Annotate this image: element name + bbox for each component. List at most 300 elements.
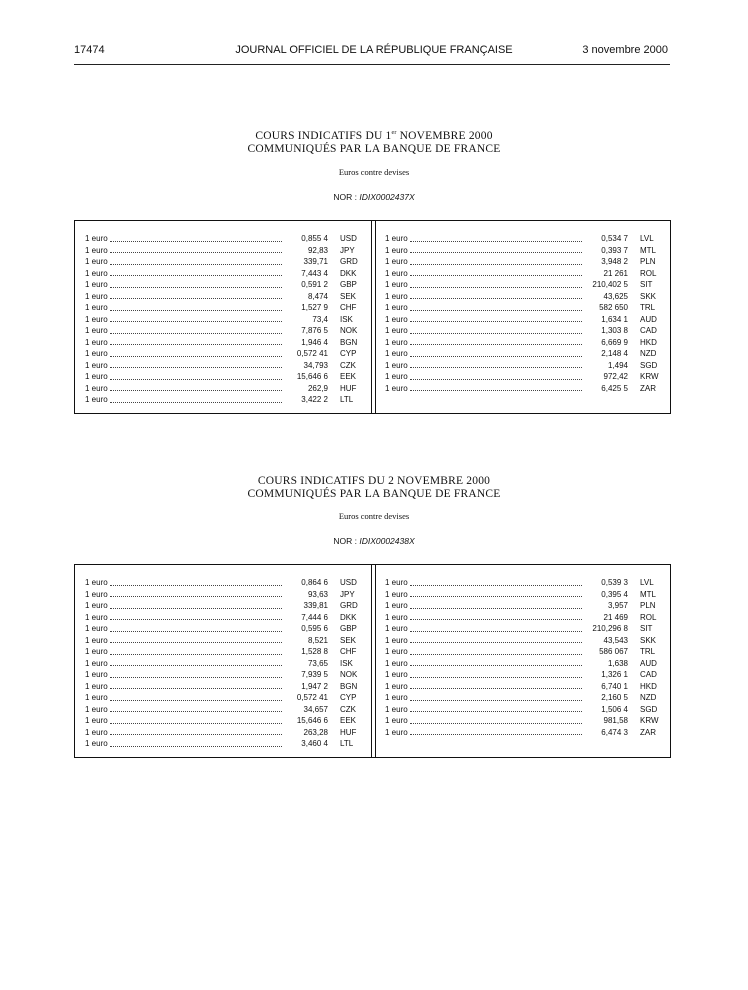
leader-dots — [410, 275, 582, 276]
currency-code: ISK — [340, 314, 353, 324]
currency-code: ZAR — [640, 727, 656, 737]
rate-value: 0,591 2 — [301, 280, 328, 289]
currency-code: SGD — [640, 360, 658, 370]
rate-row — [385, 612, 661, 624]
rate-label: 1 euro — [385, 612, 408, 622]
currency-code: SKK — [640, 291, 657, 301]
rate-value: 34,657 — [303, 704, 328, 714]
rate-value: 7,444 6 — [301, 612, 328, 622]
leader-dots — [410, 321, 582, 322]
leader-dots — [110, 631, 282, 632]
journal-title: JOURNAL OFFICIEL DE LA RÉPUBLIQUE FRANÇAISE — [235, 44, 513, 56]
rate-value: 0,595 6 — [301, 624, 328, 633]
rate-label: 1 euro — [85, 716, 108, 725]
section-1-nor-value: IDIX0002437X — [359, 192, 415, 202]
rate-row — [85, 635, 361, 647]
rate-row — [385, 314, 661, 326]
rate-value: 93,63 — [307, 589, 328, 599]
rate-row — [85, 360, 361, 372]
rate-row — [85, 577, 361, 589]
leader-dots — [110, 734, 282, 735]
rate-row — [85, 692, 361, 704]
rate-label: 1 euro — [385, 716, 408, 725]
leader-dots — [110, 241, 282, 242]
leader-dots — [110, 677, 282, 678]
rate-label: 1 euro — [385, 268, 408, 278]
rate-row — [385, 658, 661, 670]
rate-row — [85, 256, 361, 268]
rate-label: 1 euro — [85, 257, 108, 266]
rate-label: 1 euro — [385, 681, 408, 691]
rate-value: 3,422 2 — [301, 395, 328, 404]
currency-code: NOK — [340, 326, 358, 335]
leader-dots — [410, 642, 582, 643]
currency-code: PLN — [640, 601, 656, 610]
rate-label: 1 euro — [385, 314, 408, 324]
currency-code: CYP — [340, 693, 357, 702]
currency-code: DKK — [340, 612, 357, 622]
rate-value: 43,543 — [603, 635, 628, 645]
currency-code: EEK — [340, 372, 357, 381]
leader-dots — [410, 344, 582, 345]
currency-code: AUD — [640, 314, 657, 324]
currency-code: DKK — [340, 268, 357, 278]
section-1-subtitle: Euros contre devises — [338, 167, 410, 177]
currency-code: CAD — [640, 326, 657, 335]
rate-value: 1,528 8 — [301, 647, 328, 656]
rate-value: 1,527 9 — [301, 303, 328, 312]
rate-label: 1 euro — [85, 693, 108, 702]
publication-date: 3 novembre 2000 — [582, 44, 668, 56]
rate-row — [85, 646, 361, 658]
currency-code: SIT — [640, 280, 653, 289]
rate-row — [385, 337, 661, 349]
leader-dots — [110, 264, 282, 265]
rate-label: 1 euro — [385, 727, 408, 737]
rate-label: 1 euro — [385, 693, 408, 702]
leader-dots — [110, 321, 282, 322]
leader-dots — [110, 619, 282, 620]
rate-row — [385, 245, 661, 257]
rate-label: 1 euro — [385, 234, 408, 243]
header-rule — [74, 64, 670, 65]
section-1-nor — [0, 192, 748, 202]
rate-label: 1 euro — [385, 383, 408, 393]
rate-row — [85, 279, 361, 291]
leader-dots — [410, 298, 582, 299]
leader-dots — [110, 596, 282, 597]
rate-label: 1 euro — [85, 383, 108, 393]
section-1-title-post: NOVEMBRE 2000 — [396, 130, 493, 142]
rate-value: 0,572 41 — [296, 693, 328, 702]
section-1-right-column — [385, 233, 661, 394]
rate-value: 3,460 4 — [301, 739, 328, 748]
currency-code: HUF — [340, 383, 357, 393]
leader-dots — [110, 746, 282, 747]
column-divider — [371, 565, 376, 757]
rate-row — [385, 268, 661, 280]
section-1-title-sup: er — [391, 130, 397, 137]
leader-dots — [110, 723, 282, 724]
leader-dots — [410, 654, 582, 655]
leader-dots — [410, 700, 582, 701]
rate-row — [385, 715, 661, 727]
rate-row — [385, 348, 661, 360]
leader-dots — [110, 344, 282, 345]
rate-value: 21 469 — [603, 612, 628, 622]
rate-row — [385, 692, 661, 704]
rate-value: 1,303 8 — [601, 326, 628, 335]
rate-value: 34,793 — [303, 360, 328, 370]
leader-dots — [410, 390, 582, 391]
rate-label: 1 euro — [385, 589, 408, 599]
rate-row — [85, 623, 361, 635]
rate-label: 1 euro — [385, 704, 408, 714]
rate-value: 2,160 5 — [601, 693, 628, 702]
leader-dots — [410, 287, 582, 288]
rate-label: 1 euro — [385, 601, 408, 610]
rate-row — [385, 727, 661, 739]
rate-row — [385, 371, 661, 383]
leader-dots — [410, 356, 582, 357]
leader-dots — [110, 608, 282, 609]
rate-value: 7,443 4 — [301, 268, 328, 278]
currency-code: HUF — [340, 727, 357, 737]
rate-label: 1 euro — [85, 314, 108, 324]
leader-dots — [110, 402, 282, 403]
leader-dots — [410, 379, 582, 380]
leader-dots — [410, 241, 582, 242]
rate-row — [85, 738, 361, 750]
rate-row — [385, 291, 661, 303]
rate-label: 1 euro — [85, 612, 108, 622]
rate-row — [85, 302, 361, 314]
leader-dots — [410, 711, 582, 712]
rate-value: 8,521 — [307, 635, 328, 645]
section-1-title-line2: COMMUNIQUÉS PAR LA BANQUE DE FRANCE — [247, 143, 501, 155]
rate-label: 1 euro — [85, 245, 108, 255]
section-2-title-line1 — [0, 475, 748, 488]
rate-label: 1 euro — [385, 349, 408, 358]
rate-value: 0,534 7 — [601, 234, 628, 243]
rate-value: 0,864 6 — [301, 578, 328, 587]
rate-label: 1 euro — [385, 635, 408, 645]
section-2-nor-value: IDIX0002438X — [359, 536, 415, 546]
section-2-heading — [0, 475, 748, 501]
rate-value: 6,474 3 — [601, 727, 628, 737]
leader-dots — [110, 252, 282, 253]
rate-label: 1 euro — [385, 280, 408, 289]
leader-dots — [110, 287, 282, 288]
currency-code: LTL — [340, 395, 354, 404]
currency-code: ISK — [340, 658, 353, 668]
currency-code: LTL — [340, 739, 354, 748]
rate-row — [85, 268, 361, 280]
currency-code: CAD — [640, 670, 657, 679]
rate-row — [85, 383, 361, 395]
currency-code: MTL — [640, 589, 656, 599]
leader-dots — [410, 734, 582, 735]
currency-code: GRD — [340, 601, 358, 610]
rate-row — [85, 600, 361, 612]
leader-dots — [410, 688, 582, 689]
rate-row — [85, 325, 361, 337]
currency-code: MTL — [640, 245, 656, 255]
rate-label: 1 euro — [385, 337, 408, 347]
rate-row — [85, 314, 361, 326]
leader-dots — [410, 631, 582, 632]
rate-label: 1 euro — [385, 658, 408, 668]
currency-code: HKD — [640, 337, 657, 347]
currency-code: TRL — [640, 303, 656, 312]
rate-label: 1 euro — [85, 280, 108, 289]
currency-code: SGD — [640, 704, 658, 714]
rate-value: 1,326 1 — [601, 670, 628, 679]
currency-code: BGN — [340, 337, 358, 347]
rate-label: 1 euro — [85, 635, 108, 645]
section-1-title-pre: COURS INDICATIFS DU 1 — [255, 130, 392, 142]
section-2-rates-table — [74, 564, 671, 758]
section-1-title-line1 — [0, 130, 748, 143]
rate-label: 1 euro — [385, 291, 408, 301]
rate-label: 1 euro — [385, 670, 408, 679]
rate-value: 582 650 — [599, 303, 628, 312]
rate-row — [85, 348, 361, 360]
currency-code: NZD — [640, 349, 657, 358]
currency-code: CZK — [340, 360, 356, 370]
leader-dots — [410, 608, 582, 609]
rate-row — [85, 291, 361, 303]
currency-code: GBP — [340, 624, 357, 633]
rate-row — [85, 337, 361, 349]
leader-dots — [410, 310, 582, 311]
rate-row — [85, 681, 361, 693]
rate-label: 1 euro — [85, 303, 108, 312]
rate-row — [85, 245, 361, 257]
section-1-rates-table — [74, 220, 671, 414]
rate-row — [385, 646, 661, 658]
currency-code: BGN — [340, 681, 358, 691]
rate-value: 15,646 6 — [296, 372, 328, 381]
leader-dots — [110, 356, 282, 357]
leader-dots — [110, 688, 282, 689]
rate-row — [385, 360, 661, 372]
rate-label: 1 euro — [85, 601, 108, 610]
rate-row — [385, 635, 661, 647]
currency-code: LVL — [640, 234, 654, 243]
currency-code: JPY — [340, 245, 355, 255]
currency-code: CHF — [340, 303, 357, 312]
currency-code: PLN — [640, 257, 656, 266]
currency-code: SEK — [340, 291, 357, 301]
leader-dots — [110, 379, 282, 380]
rate-label: 1 euro — [85, 326, 108, 335]
rate-row — [385, 279, 661, 291]
rate-value: 43,625 — [603, 291, 628, 301]
currency-code: GRD — [340, 257, 358, 266]
section-2-nor-label: NOR : — [333, 536, 357, 546]
section-2-right-column — [385, 577, 661, 738]
currency-code: CYP — [340, 349, 357, 358]
rate-value: 972,42 — [603, 372, 628, 381]
rate-value: 3,957 — [607, 601, 628, 610]
rate-row — [385, 681, 661, 693]
section-2-title-line2: COMMUNIQUÉS PAR LA BANQUE DE FRANCE — [247, 488, 501, 500]
rate-label: 1 euro — [85, 739, 108, 748]
rate-row — [85, 371, 361, 383]
leader-dots — [410, 264, 582, 265]
rate-label: 1 euro — [85, 670, 108, 679]
rate-row — [85, 589, 361, 601]
leader-dots — [110, 333, 282, 334]
rate-value: 0,855 4 — [301, 234, 328, 243]
rate-label: 1 euro — [385, 372, 408, 381]
section-1-heading — [0, 130, 748, 156]
currency-code: USD — [340, 578, 357, 587]
rate-row — [385, 600, 661, 612]
leader-dots — [110, 367, 282, 368]
currency-code: TRL — [640, 647, 656, 656]
leader-dots — [110, 585, 282, 586]
rate-row — [385, 302, 661, 314]
rate-value: 73,4 — [312, 314, 328, 324]
rate-label: 1 euro — [85, 624, 108, 633]
rate-label: 1 euro — [85, 234, 108, 243]
currency-code: SEK — [340, 635, 357, 645]
currency-code: HKD — [640, 681, 657, 691]
rate-value: 0,572 41 — [296, 349, 328, 358]
rate-value: 0,539 3 — [601, 578, 628, 587]
rate-row — [85, 233, 361, 245]
currency-code: ROL — [640, 268, 657, 278]
leader-dots — [110, 298, 282, 299]
currency-code: SKK — [640, 635, 657, 645]
rate-value: 1,506 4 — [601, 704, 628, 714]
leader-dots — [110, 310, 282, 311]
rate-value: 6,669 9 — [601, 337, 628, 347]
rate-label: 1 euro — [385, 647, 408, 656]
rate-value: 1,947 2 — [301, 681, 328, 691]
section-2-left-column — [85, 577, 361, 750]
leader-dots — [410, 367, 582, 368]
rate-value: 586 067 — [599, 647, 628, 656]
leader-dots — [410, 585, 582, 586]
leader-dots — [110, 665, 282, 666]
rate-label: 1 euro — [85, 727, 108, 737]
rate-value: 7,876 5 — [301, 326, 328, 335]
currency-code: NOK — [340, 670, 358, 679]
leader-dots — [110, 711, 282, 712]
rate-row — [85, 727, 361, 739]
leader-dots — [410, 252, 582, 253]
rate-value: 210,296 8 — [592, 624, 628, 633]
rate-value: 6,425 5 — [601, 383, 628, 393]
rate-value: 210,402 5 — [592, 280, 628, 289]
rate-value: 6,740 1 — [601, 681, 628, 691]
rate-label: 1 euro — [385, 245, 408, 255]
currency-code: AUD — [640, 658, 657, 668]
rate-label: 1 euro — [85, 372, 108, 381]
rate-label: 1 euro — [385, 303, 408, 312]
leader-dots — [110, 700, 282, 701]
leader-dots — [110, 390, 282, 391]
rate-label: 1 euro — [385, 326, 408, 335]
rate-row — [85, 669, 361, 681]
rate-label: 1 euro — [85, 578, 108, 587]
rate-label: 1 euro — [85, 395, 108, 404]
rate-row — [385, 623, 661, 635]
rate-value: 1,494 — [607, 360, 628, 370]
currency-code: LVL — [640, 578, 654, 587]
leader-dots — [410, 677, 582, 678]
currency-code: ROL — [640, 612, 657, 622]
rate-label: 1 euro — [85, 647, 108, 656]
currency-code: NZD — [640, 693, 657, 702]
rate-value: 1,946 4 — [301, 337, 328, 347]
rate-value: 263,28 — [303, 727, 328, 737]
leader-dots — [110, 642, 282, 643]
currency-code: KRW — [640, 716, 659, 725]
rate-label: 1 euro — [385, 360, 408, 370]
rate-value: 7,939 5 — [301, 670, 328, 679]
rate-value: 2,148 4 — [601, 349, 628, 358]
rate-label: 1 euro — [385, 624, 408, 633]
rate-value: 0,393 7 — [601, 245, 628, 255]
currency-code: JPY — [340, 589, 355, 599]
rate-value: 21 261 — [603, 268, 628, 278]
rate-row — [385, 577, 661, 589]
rate-row — [85, 658, 361, 670]
rate-label: 1 euro — [85, 337, 108, 347]
rate-value: 8,474 — [307, 291, 328, 301]
rate-value: 339,81 — [303, 601, 328, 610]
rate-label: 1 euro — [385, 578, 408, 587]
rate-row — [385, 233, 661, 245]
rate-label: 1 euro — [85, 349, 108, 358]
rate-value: 981,58 — [603, 716, 628, 725]
currency-code: EEK — [340, 716, 357, 725]
column-divider — [371, 221, 376, 413]
leader-dots — [110, 654, 282, 655]
currency-code: CZK — [340, 704, 356, 714]
currency-code: KRW — [640, 372, 659, 381]
rate-row — [385, 256, 661, 268]
rate-value: 1,634 1 — [601, 314, 628, 324]
currency-code: USD — [340, 234, 357, 243]
rate-label: 1 euro — [85, 589, 108, 599]
rate-row — [85, 394, 361, 406]
page-number: 17474 — [74, 44, 105, 56]
rate-row — [85, 715, 361, 727]
rate-row — [85, 612, 361, 624]
section-2-title-pre: COURS INDICATIFS DU 2 NOVEMBRE 2000 — [257, 475, 491, 487]
section-2-subtitle: Euros contre devises — [338, 511, 410, 521]
rate-row — [385, 669, 661, 681]
leader-dots — [410, 596, 582, 597]
rate-value: 1,638 — [607, 658, 628, 668]
rate-value: 262,9 — [307, 383, 328, 393]
rate-value: 15,646 6 — [296, 716, 328, 725]
rate-label: 1 euro — [85, 291, 108, 301]
currency-code: GBP — [340, 280, 357, 289]
rate-label: 1 euro — [385, 257, 408, 266]
section-1-nor-label: NOR : — [333, 192, 357, 202]
rate-value: 92,83 — [307, 245, 328, 255]
currency-code: ZAR — [640, 383, 656, 393]
rate-label: 1 euro — [85, 704, 108, 714]
rate-label: 1 euro — [85, 658, 108, 668]
rate-value: 339,71 — [303, 257, 328, 266]
